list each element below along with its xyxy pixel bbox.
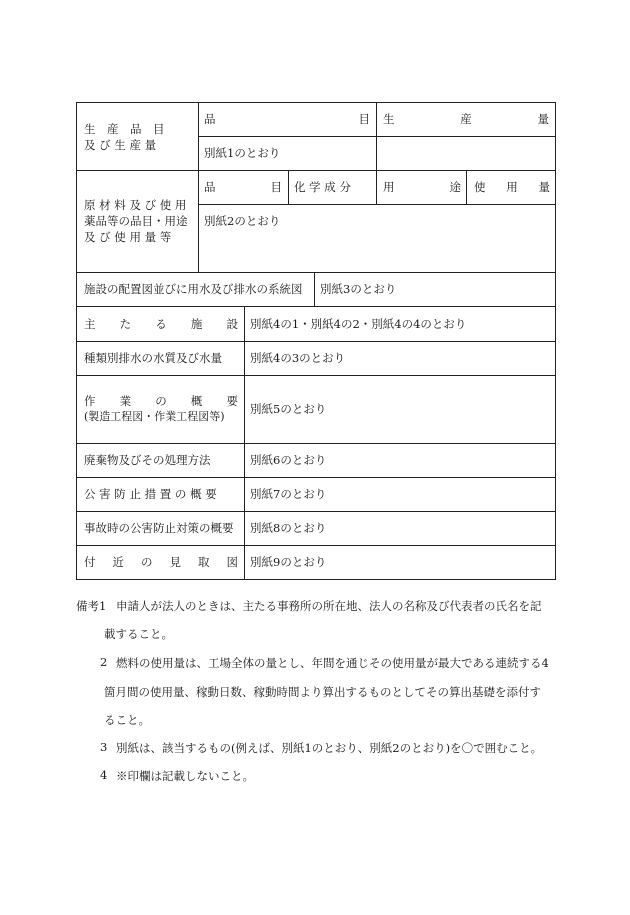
row2-bottom — [76, 272, 556, 273]
note4-line1: ※印欄は記載しないこと。 — [116, 769, 254, 783]
border-right — [555, 102, 556, 580]
border-top — [76, 102, 556, 103]
border-left — [76, 102, 77, 580]
row5-bottom — [76, 375, 556, 376]
r4-label: 主 た る 施 設 — [84, 317, 238, 331]
note1-line1: 申請人が法人のときは、主たる事務所の所在地、法人の名称及び代表者の氏名を記 — [116, 599, 542, 613]
row6-bottom — [76, 443, 556, 444]
r10-value: 別紙9のとおり — [250, 555, 327, 569]
r8-value: 別紙7のとおり — [250, 487, 327, 501]
row2-divider-b — [376, 170, 377, 204]
row1-divider — [376, 102, 377, 170]
r2-col-chem: 化 学 成 分 — [294, 180, 351, 194]
r2-col-use: 用 途 — [383, 180, 461, 194]
r3-label: 施設の配置図並びに用水及び排水の系統図 — [84, 282, 303, 296]
row3-bottom — [76, 306, 556, 307]
note2-line1: 燃料の使用量は、工場全体の量とし、年間を通じその使用量が最大である連続する4 — [116, 656, 549, 670]
note2-line3: ること。 — [104, 713, 150, 727]
row1-subline — [198, 136, 556, 137]
note1-line2: 載すること。 — [104, 627, 173, 641]
note3-line1: 別紙は、該当するもの(例えば、別紙1のとおり、別紙2のとおり)を〇で囲むこと。 — [116, 741, 543, 755]
r2-label-line3: 及 び 使 用 量 等 — [84, 230, 172, 244]
label-divider-top — [198, 102, 199, 272]
r6-label-line1: 作 業 の 概 要 — [84, 394, 238, 408]
r9-value: 別紙8のとおり — [250, 521, 327, 535]
r4-value: 別紙4の1・別紙4の2・別紙4の4のとおり — [250, 317, 467, 331]
r7-label: 廃棄物及びその処理方法 — [84, 453, 211, 467]
row2-divider-a — [288, 170, 289, 204]
r8-label: 公 害 防 止 措 置 の 概 要 — [84, 487, 217, 501]
row8-bottom — [76, 511, 556, 512]
r1-value: 別紙1のとおり — [204, 146, 281, 160]
r7-value: 別紙6のとおり — [250, 453, 327, 467]
row2-divider-c — [466, 170, 467, 204]
row7-bottom — [76, 477, 556, 478]
note4-number: 4 — [100, 768, 108, 782]
note3-number: 3 — [100, 740, 108, 754]
r1-col-item: 品 目 — [204, 112, 370, 126]
application-form-table — [76, 102, 556, 580]
row1-bottom — [76, 170, 556, 171]
r2-label-line2: 薬品等の品目・用途 — [84, 214, 188, 228]
label-divider-bottom — [244, 306, 245, 580]
remarks-heading: 備考1 — [76, 599, 107, 613]
r10-label: 付 近 の 見 取 図 — [84, 555, 238, 569]
row9-bottom — [76, 545, 556, 546]
r2-label-line1: 原 材 料 及 び 使 用 — [84, 198, 187, 212]
note2-line2: 箇月間の使用量、稼動日数、稼動時間より算出するものとしてその算出基礎を添付す — [104, 685, 541, 699]
r2-col-item: 品 目 — [204, 180, 282, 194]
r9-label: 事故時の公害防止対策の概要 — [84, 521, 234, 535]
r5-value: 別紙4の3のとおり — [250, 351, 346, 365]
row3-divider — [314, 272, 315, 306]
row4-bottom — [76, 341, 556, 342]
r1-label-line1: 生 産 品 目 — [84, 122, 165, 136]
row2-subline — [198, 204, 556, 205]
r2-value: 別紙2のとおり — [204, 214, 281, 228]
note2-number: 2 — [100, 655, 108, 669]
r6-value: 別紙5のとおり — [250, 402, 327, 416]
r6-label-line2: (製造工程図・作業工程図等) — [84, 410, 225, 423]
border-bottom — [76, 579, 556, 580]
r1-col-quantity: 生 産 量 — [383, 112, 549, 126]
r2-col-amount: 使 用 量 — [474, 180, 550, 194]
r5-label: 種類別排水の水質及び水量 — [84, 351, 222, 365]
r3-value: 別紙3のとおり — [320, 282, 397, 296]
r1-label-line2: 及 び 生 産 量 — [84, 138, 157, 152]
